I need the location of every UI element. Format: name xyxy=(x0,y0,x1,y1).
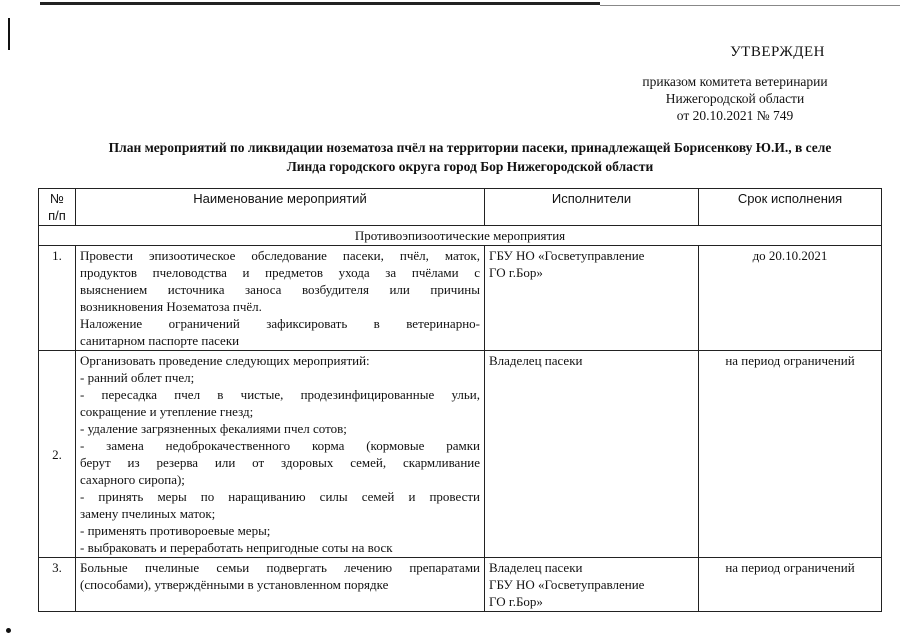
title-line: План мероприятий по ликвидации нозематоза пчёл на территории пасеки, принадлежащей Борисенкову Ю.И., в селе xyxy=(108,140,832,155)
row-number: 3. xyxy=(39,558,76,612)
measure-line: продуктов пчеловодства и предметов ухода за пчёлами с xyxy=(80,265,480,280)
measure-line: Провести эпизоотическое обследование пасеки, пчёл, маток, xyxy=(80,248,480,263)
measure-line: - применять противороевые меры; xyxy=(80,523,271,538)
deadline-cell: на период ограничений xyxy=(699,558,882,612)
measure-line: (способами), утверждёнными в установленном порядке xyxy=(80,577,389,592)
approval-heading: УТВЕРЖДЕН xyxy=(730,44,825,60)
measure-line: замену пчелиных маток; xyxy=(80,506,216,521)
document-title xyxy=(60,138,880,176)
measure-line: Организовать проведение следующих мероприятий: xyxy=(80,353,370,368)
executor-line: ГБУ НО «Госветуправление xyxy=(489,577,645,592)
measure-line: - пересадка пчел в чистые, продезинфицированные ульи, xyxy=(80,387,480,402)
header-deadline: Срок исполнения xyxy=(699,189,882,226)
executors-cell xyxy=(485,246,699,351)
title-line: Линда городского округа город Бор Нижегородской области xyxy=(286,159,654,174)
measure-line: сахарного сиропа); xyxy=(80,472,185,487)
measure-line: - ранний облет пчел; xyxy=(80,370,195,385)
scan-edge-line xyxy=(40,2,600,5)
section-title: Противоэпизоотические мероприятия xyxy=(39,226,882,246)
executor-line: Владелец пасеки xyxy=(489,560,583,575)
table-header-row xyxy=(39,189,882,226)
row-number: 2. xyxy=(39,351,76,558)
measure-line: - принять меры по наращиванию силы семей и провести xyxy=(80,489,480,504)
scan-margin-mark xyxy=(8,18,10,50)
executor-line: ГБУ НО «Госветуправление xyxy=(489,248,645,263)
measure-line: - удаление загрязненных фекалиями пчел сотов; xyxy=(80,421,347,436)
row-number: 1. xyxy=(39,246,76,351)
executors-cell xyxy=(485,558,699,612)
executor-line: ГО г.Бор» xyxy=(489,265,543,280)
table-row xyxy=(39,558,882,612)
measure-cell xyxy=(76,351,485,558)
measure-line: берут из резерва или от здоровых семей, скармливание xyxy=(80,455,480,470)
measure-line: - замена недоброкачественного корма (кормовые рамки xyxy=(80,438,480,453)
measure-line: Наложение ограничений зафиксировать в ветеринарно- xyxy=(80,316,480,331)
measure-line: - выбраковать и переработать непригодные соты на воск xyxy=(80,540,393,555)
measure-line: санитарном паспорте пасеки xyxy=(80,333,240,348)
deadline-cell: на период ограничений xyxy=(699,351,882,558)
executors-cell xyxy=(485,351,699,558)
header-measures: Наименование мероприятий xyxy=(76,189,485,226)
deadline-cell: до 20.10.2021 xyxy=(699,246,882,351)
measure-line: сокращение и утепление гнезд; xyxy=(80,404,254,419)
approval-line: приказом комитета ветеринарии xyxy=(642,74,828,89)
header-executors: Исполнители xyxy=(485,189,699,226)
measure-line: выяснением источника заноса возбудителя или причины xyxy=(80,282,480,297)
measure-cell xyxy=(76,558,485,612)
measure-cell xyxy=(76,246,485,351)
scan-speck xyxy=(6,628,11,633)
measure-line: Больные пчелиные семьи подвергать лечению препаратами xyxy=(80,560,480,575)
approval-line: Нижегородской области xyxy=(665,91,805,106)
section-row xyxy=(39,226,882,246)
scan-edge-line-faint xyxy=(600,5,900,6)
measures-table xyxy=(38,188,882,612)
table-row xyxy=(39,351,882,558)
table-row xyxy=(39,246,882,351)
approval-stamp-block xyxy=(545,44,845,124)
executor-line: Владелец пасеки xyxy=(489,353,583,368)
approval-line: от 20.10.2021 № 749 xyxy=(676,108,794,123)
measure-line: возникновения Нозематоза пчёл. xyxy=(80,299,262,314)
header-number: № п/п xyxy=(39,189,76,226)
executor-line: ГО г.Бор» xyxy=(489,594,543,609)
